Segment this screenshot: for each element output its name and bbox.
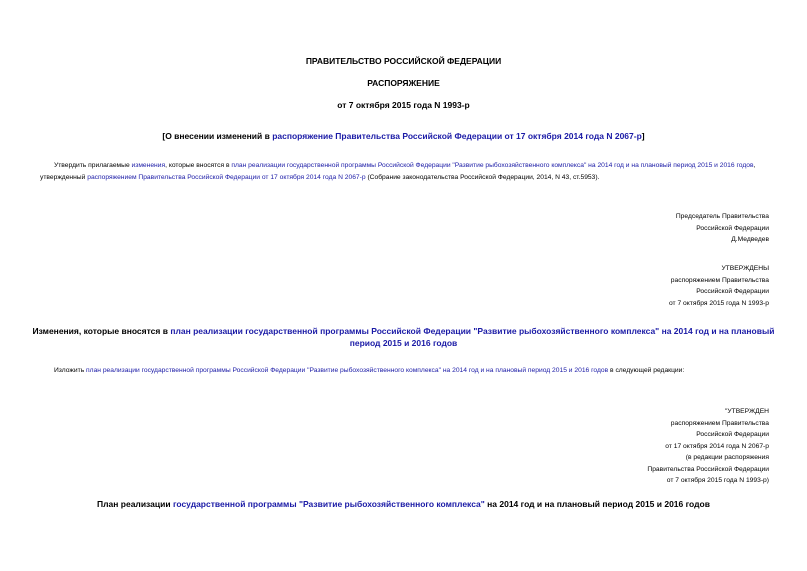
approved-plan-line-5: (в редакции распоряжения [685, 454, 769, 461]
subject-link[interactable]: распоряжение Правительства Российской Федерации от 17 октября 2014 года N 2067-р [272, 131, 642, 141]
signature-block [469, 211, 769, 246]
plan-title [0, 499, 807, 509]
plan-title-link[interactable]: государственной программы "Развитие рыбохозяйственного комплекса" [172, 499, 485, 509]
plan-title-suffix: на 2014 год и на плановый период 2015 и 2016 годов [484, 499, 710, 509]
approved-plan-line-7: от 7 октября 2015 года N 1993-р) [666, 477, 769, 484]
body-text-1: Утвердить прилагаемые [54, 162, 132, 169]
document-subject [0, 131, 807, 141]
signature-country: Российской Федерации [696, 224, 769, 232]
signature-name: Д.Медведев [731, 236, 769, 243]
body-text-2: , которые вносятся в [165, 162, 232, 169]
subject-prefix: [О внесении изменений в [162, 131, 273, 141]
document-type: РАСПОРЯЖЕНИЕ [367, 78, 440, 88]
approved-plan-line-6: Правительства Российской Федерации [647, 465, 769, 473]
changes-heading [30, 325, 777, 349]
approved-plan-title: "УТВЕРЖДЕН [724, 408, 769, 415]
changes-heading-prefix: Изменения, которые вносятся в [32, 326, 171, 336]
government-heading: ПРАВИТЕЛЬСТВО РОССИЙСКОЙ ФЕДЕРАЦИИ [305, 56, 502, 66]
plan-link[interactable]: план реализации государственной программы Российской Федерации "Развитие рыбохозяйственного комплекса" на 2014 год и на плановый период 2015 и 2016 годов [231, 162, 754, 169]
signature-position: Председатель Правительства [675, 213, 769, 220]
changes-heading-link[interactable]: план реализации государственной программы Российской Федерации "Развитие рыбохозяйственного комплекса" на 2014 год и на плановый период 2015 и 2016 годов [170, 326, 775, 348]
approved-line-4: от 7 октября 2015 года N 1993-р [668, 299, 769, 307]
approved-line-3: Российской Федерации [696, 288, 769, 295]
approved-block [469, 263, 769, 309]
body-text-3: , утвержденный [40, 162, 756, 181]
instruction-link[interactable]: план реализации государственной программы Российской Федерации "Развитие рыбохозяйственного комплекса" на 2014 год и на плановый период 2015 и 2016 годов [86, 367, 609, 374]
instruction-paragraph [54, 365, 774, 377]
body-paragraph [40, 160, 772, 184]
approved-title: УТВЕРЖДЕНЫ [721, 265, 769, 272]
instruction-text-1: Изложить [54, 367, 87, 374]
approved-plan-line-3: Российской Федерации [696, 431, 769, 438]
changes-link[interactable]: изменения [131, 162, 166, 169]
approved-plan-line-2: распоряжением Правительства [670, 419, 769, 427]
body-text-4: (Собрание законодательства Российской Федерации, 2014, N 43, ст.5953). [365, 174, 600, 181]
subject-suffix: ] [641, 131, 645, 141]
approved-plan-line-4: от 17 октября 2014 года N 2067-р [665, 442, 769, 450]
approved-plan-block [469, 406, 769, 487]
decree-link[interactable]: распоряжением Правительства Российской Федерации от 17 октября 2014 года N 2067-р [87, 174, 366, 181]
document-date-number: от 7 октября 2015 года N 1993-р [337, 100, 470, 110]
instruction-text-2: в следующей редакции: [608, 367, 685, 374]
approved-line-2: распоряжением Правительства [670, 276, 769, 284]
plan-title-prefix: План реализации [97, 499, 173, 509]
